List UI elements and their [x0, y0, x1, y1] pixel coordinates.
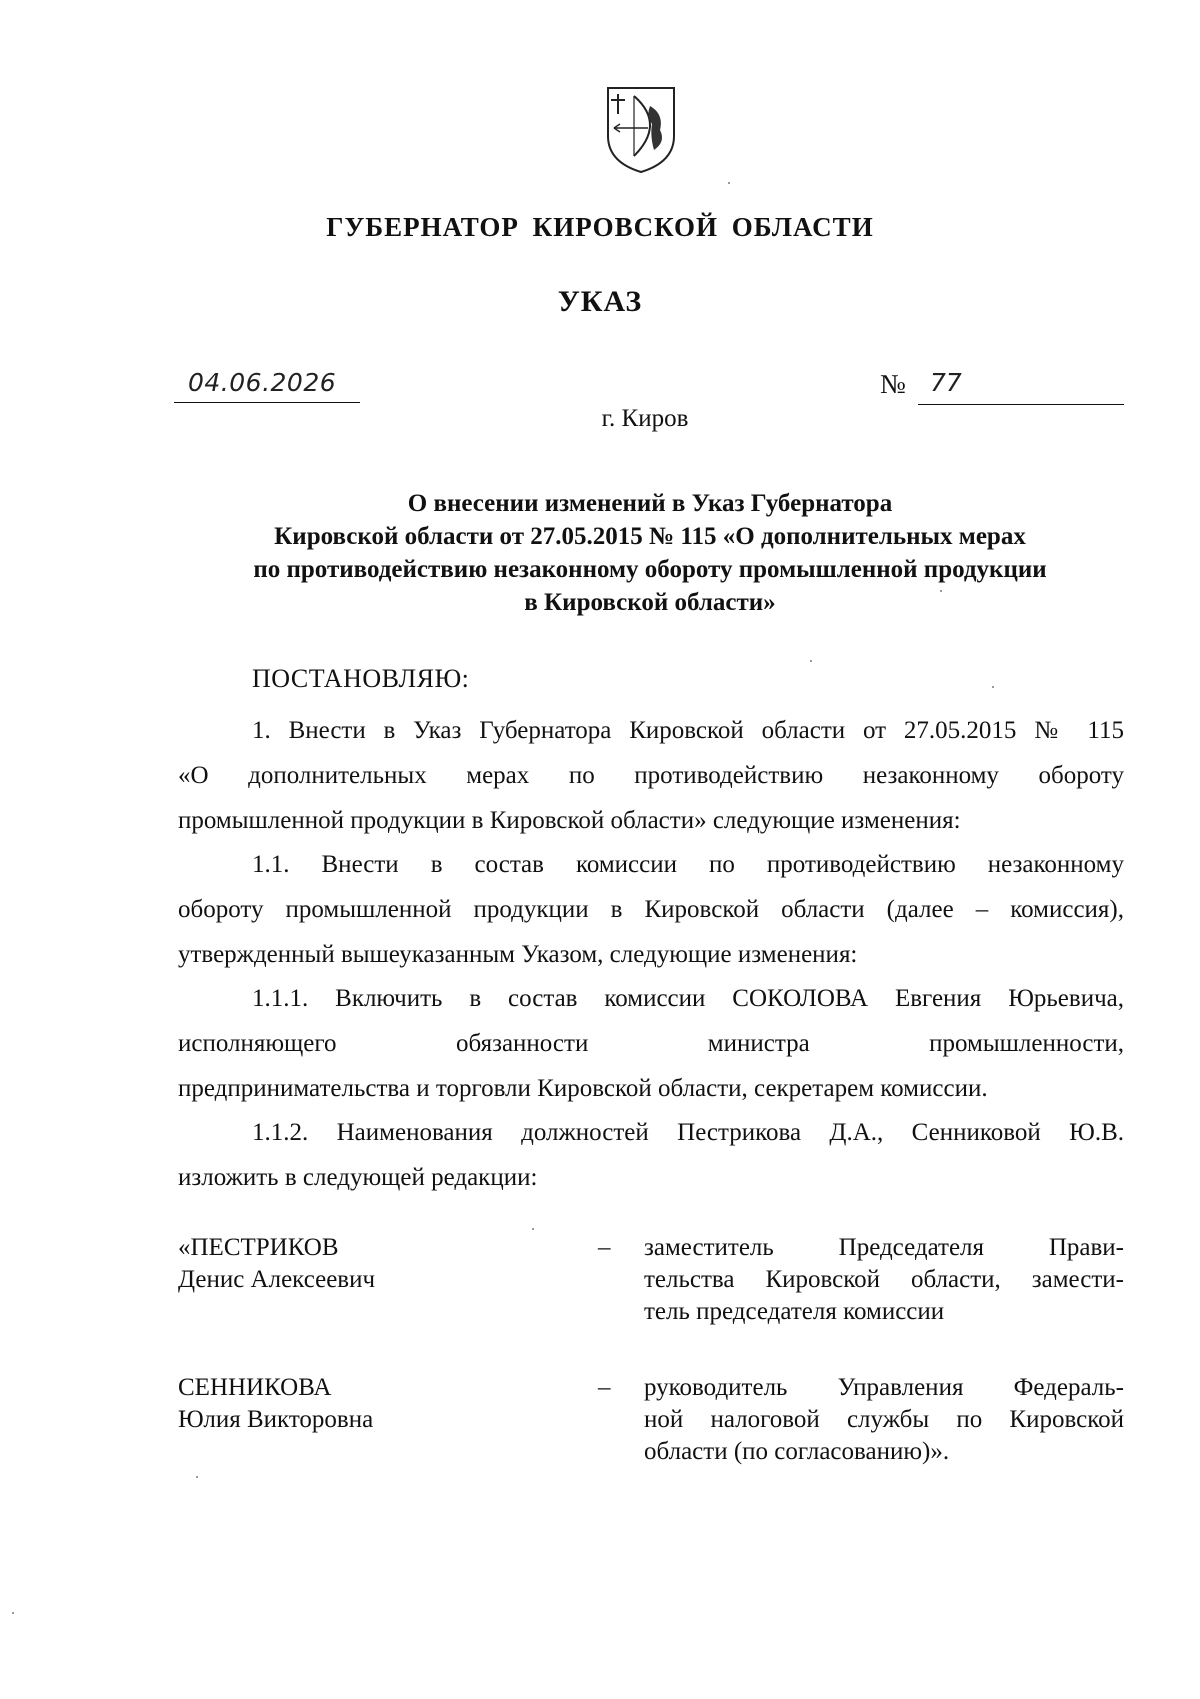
paragraph-line: предпринимательства и торговли Кировской области, секретарем комиссии. [178, 1075, 988, 1102]
title-line: по противодействию незаконному обороту промышленной продукции [253, 556, 1047, 583]
paragraph-line: 1.1. Внести в состав комиссии по противодействию незаконному [252, 851, 1124, 878]
scan-speck [532, 1228, 534, 1230]
member-position [644, 1232, 1124, 1328]
scan-speck [940, 590, 942, 592]
kirov-coat-of-arms-icon [604, 84, 678, 174]
authority-heading: ГУБЕРНАТОР КИРОВСКОЙ ОБЛАСТИ [326, 212, 874, 242]
position-line: области (по согласованию)». [644, 1438, 950, 1465]
scan-speck [728, 182, 730, 184]
member-name [178, 1372, 478, 1436]
member-given-name: Юлия Викторовна [178, 1406, 374, 1433]
paragraph-line: утвержденный вышеуказанным Указом, следующие изменения: [178, 941, 858, 968]
paragraph-line: 1. Внести в Указ Губернатора Кировской области от 27.05.2015 № 115 [252, 717, 1124, 744]
document-title [180, 487, 1120, 619]
document-type: УКАЗ [557, 285, 643, 318]
scan-speck [992, 686, 994, 688]
scan-speck [810, 660, 812, 662]
paragraph-1-1 [178, 842, 1124, 977]
decree-word: ПОСТАНОВЛЯЮ: [252, 664, 470, 693]
date-underline [174, 402, 360, 403]
member-surname: СЕННИКОВА [178, 1374, 332, 1401]
paragraph-line: 1.1.2. Наименования должностей Пестрикова Д.А., Сенниковой Ю.В. [252, 1119, 1124, 1146]
member-dash: – [598, 1234, 611, 1261]
title-line: О внесении изменений в Указ Губернатора [407, 490, 893, 517]
paragraph-1-1-1 [178, 976, 1124, 1111]
scan-speck [12, 1612, 14, 1614]
position-line: заместитель Председателя Прави- [644, 1234, 1124, 1261]
paragraph-line: 1.1.1. Включить в состав комиссии СОКОЛОВА Евгения Юрьевича, [252, 985, 1124, 1012]
city: г. Киров [601, 405, 689, 432]
title-line: в Кировской области» [524, 589, 776, 616]
paragraph-1 [178, 708, 1124, 843]
document-number: 77 [930, 368, 962, 397]
scan-speck [196, 1476, 198, 1478]
paragraph-line: исполняющего обязанности министра промышленности, [178, 1030, 1124, 1057]
position-line: тельства Кировской области, замести- [644, 1266, 1124, 1293]
document-date: 04.06.2026 [188, 368, 337, 397]
position-line: ной налоговой службы по Кировской [644, 1406, 1124, 1433]
member-position [644, 1372, 1124, 1468]
paragraph-line: обороту промышленной продукции в Кировской области (далее – комиссия), [178, 896, 1124, 923]
paragraph-1-1-2 [178, 1110, 1124, 1200]
paragraph-line: изложить в следующей редакции: [178, 1164, 538, 1191]
member-given-name: Денис Алексеевич [178, 1266, 376, 1293]
number-label: № [880, 369, 906, 399]
paragraph-line: промышленной продукции в Кировской области» следующие изменения: [178, 807, 961, 834]
member-dash: – [598, 1374, 611, 1401]
position-line: руководитель Управления Федераль- [644, 1374, 1124, 1401]
paragraph-line: «О дополнительных мерах по противодействию незаконному обороту [178, 762, 1124, 789]
position-line: тель председателя комиссии [644, 1298, 945, 1325]
title-line: Кировской области от 27.05.2015 № 115 «О дополнительных мерах [274, 523, 1026, 550]
member-surname: «ПЕСТРИКОВ [178, 1234, 339, 1261]
member-name [178, 1232, 478, 1296]
